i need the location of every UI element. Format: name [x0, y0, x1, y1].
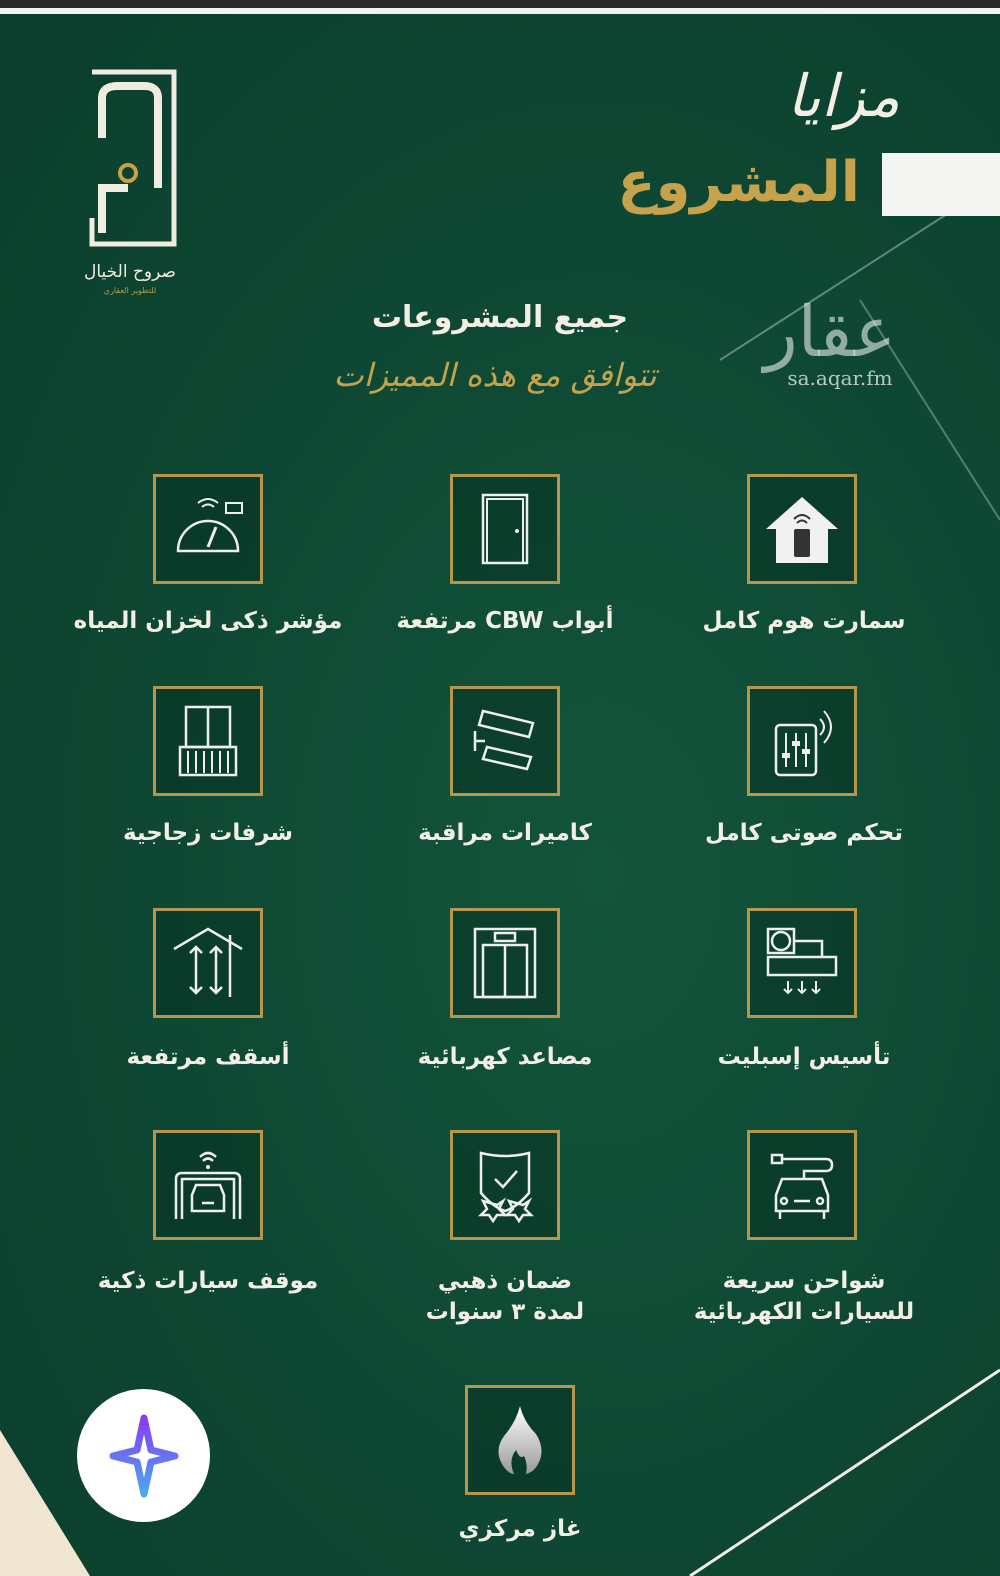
- decorative-white-bar: [882, 153, 1000, 216]
- feature-tile-central-gas: [465, 1385, 575, 1495]
- feature-label: [654, 1266, 954, 1328]
- assistant-floating-button[interactable]: [77, 1389, 210, 1522]
- voice-control-icon: [762, 701, 842, 781]
- elevator-icon: [465, 923, 545, 1003]
- page-title-line1: مزايا: [787, 62, 900, 130]
- feature-label: [355, 1266, 655, 1328]
- feature-label-line2: للسيارات الكهربائية: [693, 1299, 915, 1325]
- aqar-watermark-url: sa.aqar.fm: [787, 366, 893, 390]
- feature-label: مصاعد كهربائية: [417, 1044, 593, 1070]
- ev-charger-icon: [762, 1145, 842, 1225]
- feature-label: شرفات زجاجية: [122, 820, 294, 846]
- feature-tile-elevators: [450, 908, 560, 1018]
- feature-tile-warranty: [450, 1130, 560, 1240]
- feature-label: تحكم صوتى كامل: [705, 820, 903, 846]
- feature-label: أبواب CBW مرتفعة: [396, 608, 614, 634]
- aqar-watermark-logo: عقار: [763, 291, 897, 373]
- feature-label: مؤشر ذكى لخزان المياه: [73, 608, 343, 634]
- subtitle-line1: جميع المشروعات: [371, 300, 629, 335]
- feature-tile-glass-balcony: [153, 686, 263, 796]
- feature-label: غاز مركزي: [458, 1516, 582, 1542]
- brand-logo: [88, 68, 178, 248]
- feature-tile-voice-control: [747, 686, 857, 796]
- water-gauge-icon: [168, 489, 248, 569]
- high-ceiling-icon: [168, 923, 248, 1003]
- feature-tile-high-ceiling: [153, 908, 263, 1018]
- brand-tagline: للتطوير العقاري: [103, 286, 157, 295]
- door-icon: [465, 489, 545, 569]
- feature-tile-split-ac: [747, 908, 857, 1018]
- feature-label: موقف سيارات ذكية: [97, 1268, 319, 1294]
- feature-tile-water-gauge: [153, 474, 263, 584]
- warranty-shield-icon: [465, 1145, 545, 1225]
- feature-tile-doors: [450, 474, 560, 584]
- feature-label: تأسيس إسبليت: [717, 1044, 891, 1070]
- subtitle-line2: تتوافق مع هذه المميزات: [333, 356, 657, 394]
- gas-flame-icon: [480, 1400, 560, 1480]
- feature-label: أسقف مرتفعة: [126, 1044, 290, 1070]
- feature-tile-smart-home: [747, 474, 857, 584]
- feature-label-line2: لمدة ٣ سنوات: [425, 1299, 585, 1325]
- feature-tile-cameras: [450, 686, 560, 796]
- feature-label: كاميرات مراقبة: [418, 820, 592, 846]
- security-camera-icon: [465, 701, 545, 781]
- feature-label: سمارت هوم كامل: [702, 608, 906, 634]
- glass-balcony-icon: [168, 701, 248, 781]
- brand-name: صروح الخيال: [84, 262, 176, 282]
- smart-parking-icon: [168, 1145, 248, 1225]
- sparkle-icon: [109, 1414, 179, 1498]
- feature-label-line1: شواحن سريعة: [722, 1268, 886, 1294]
- feature-tile-smart-parking: [153, 1130, 263, 1240]
- split-ac-icon: [762, 923, 842, 1003]
- feature-label-line1: ضمان ذهبي: [437, 1268, 573, 1294]
- page-title-line2: المشروع: [617, 150, 860, 215]
- feature-tile-ev-charger: [747, 1130, 857, 1240]
- smart-home-icon: [762, 489, 842, 569]
